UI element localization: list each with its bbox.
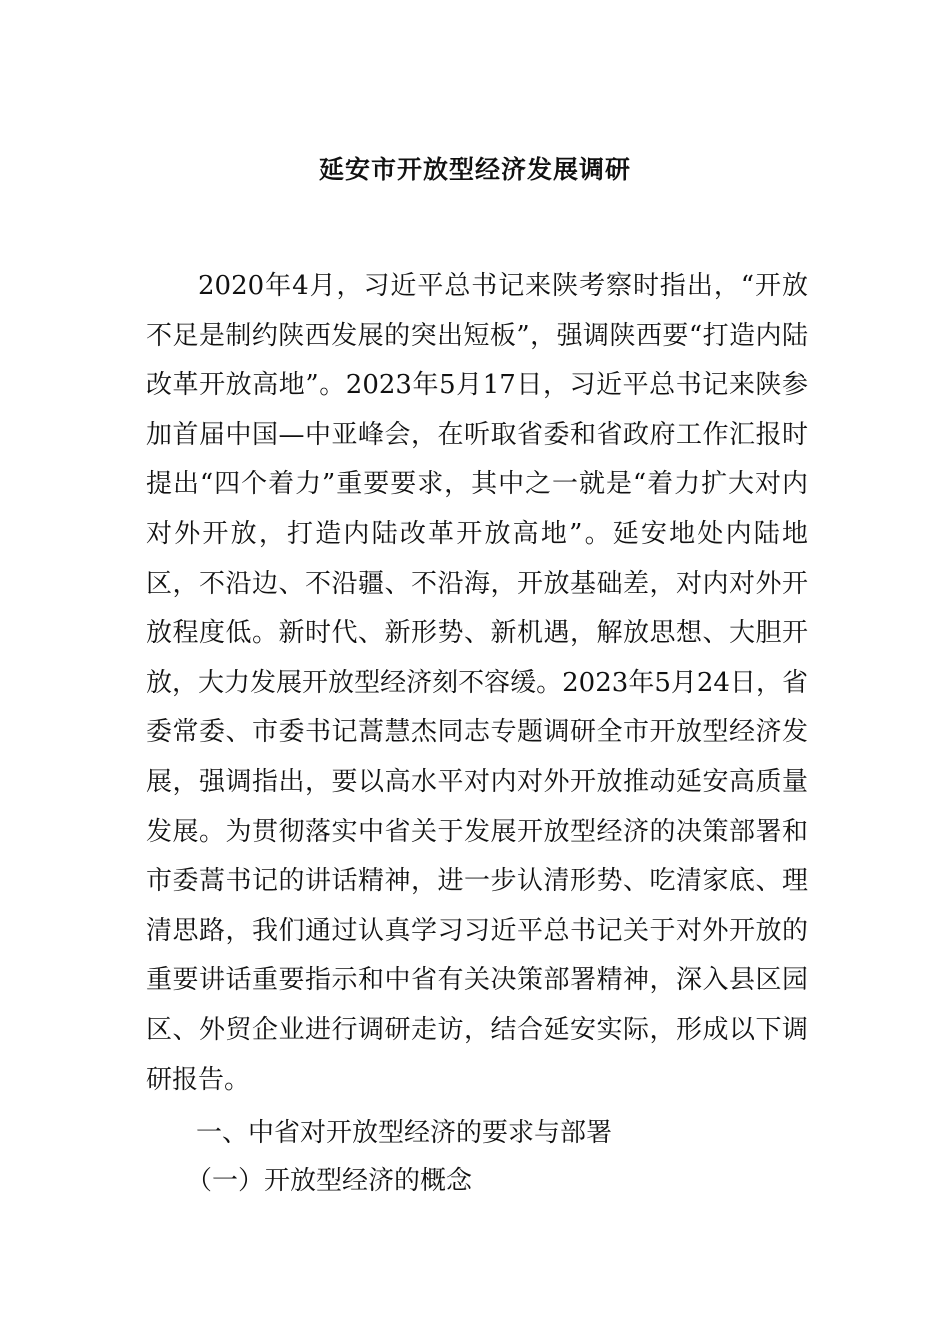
section-heading: 一、中省对开放型经济的要求与部署 xyxy=(196,1118,613,1148)
document-title: 延安市开放型经济发展调研 xyxy=(318,155,631,184)
subsection-heading: （一）开放型经济的概念 xyxy=(186,1166,473,1196)
intro-paragraph: 2020年4月，习近平总书记来陕考察时指出，“开放不足是制约陕西发展的突出短板”，强调陕西要“打造内陆改革开放高地”。2023年5月17日，习近平总书记来陕参加首届中国—中亚峰会，在听取省委和省政府工作汇报时提出“四个着力”重要要求，其中之一就是“着力扩大对内对外开放，打造内陆改革开放高地”。延安地处内陆地区，不沿边、不沿疆、不沿海，开放基础差，对内对外开放程度低。新时代、新形势、新机遇，解放思想、大胆开放，大力发展开放型经济刻不容缓。2023年5月24日，省委常委、市委书记蒿慧杰同志专题调研全市开放型经济发展，强调指出，要以高水平对内对外开放推动延安高质量发展。为贯彻落实中省关于发展开放型经济的决策部署和市委蒿书记的讲话精神，进一步认清形势、吃清家底、理清思路，我们通过认真学习习近平总书记关于对外开放的重要讲话重要指示和中省有关决策部署精神，深入县区园区、外贸企业进行调研走访，结合延安实际，形成以下调研报告。 xyxy=(146,271,808,1095)
